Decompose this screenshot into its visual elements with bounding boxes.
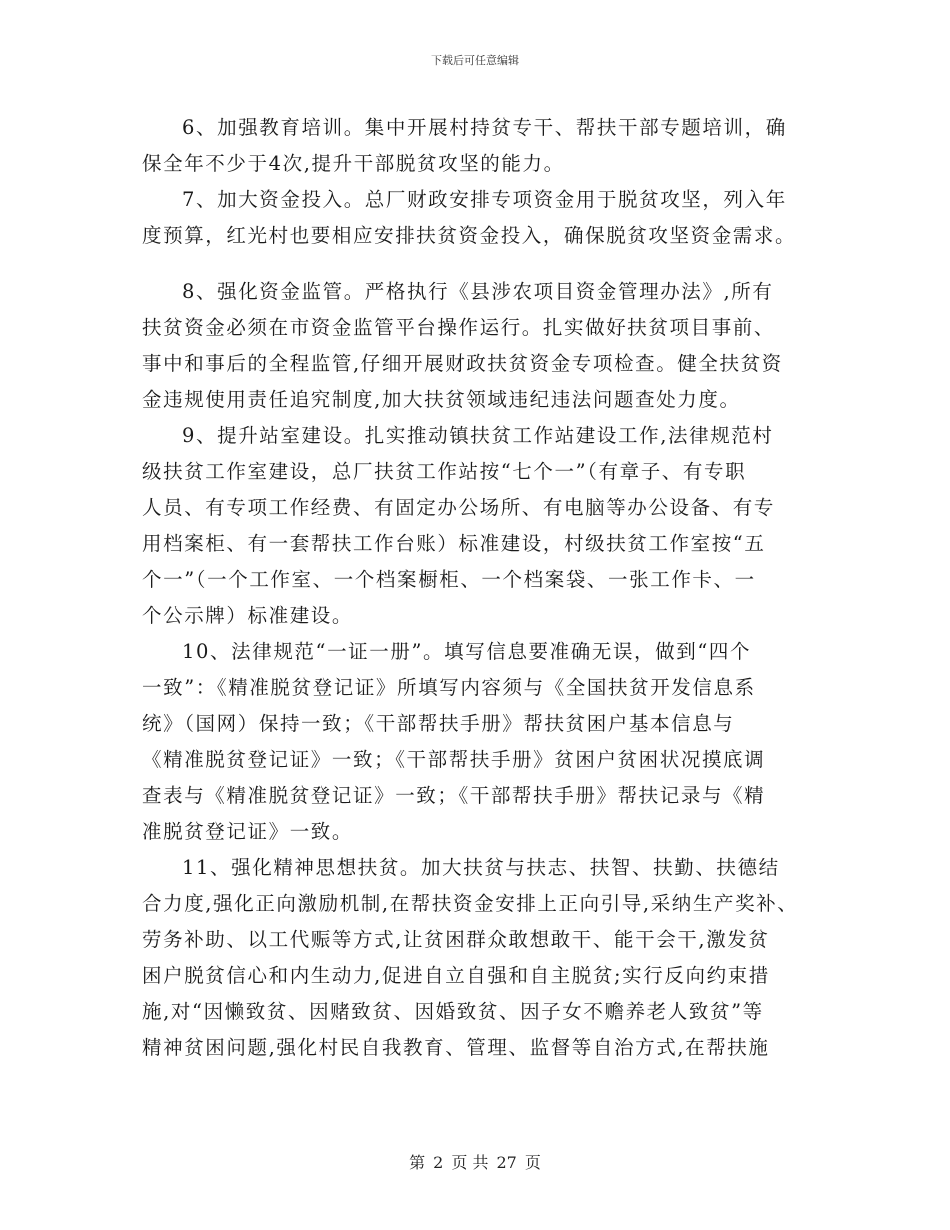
page-header: 下载后可任意编辑 xyxy=(431,54,519,67)
paragraph-8 xyxy=(142,274,812,418)
text-line: 10、法律规范“一证一册”。填写信息要准确无误，做到“四个 xyxy=(182,640,752,663)
text-line: 个公示牌）标准建设。 xyxy=(142,604,354,627)
text-line: 查表与《精准脱贫登记证》一致；《干部帮扶手册》帮扶记录与《精 xyxy=(142,784,766,807)
text-line: 个一”（一个工作室、一个档案橱柜、一个档案袋、一张工作卡、一 xyxy=(142,568,756,591)
text-line: 8、强化资金监管。严格执行《县涉农项目资金管理办法》,所有 xyxy=(182,280,774,303)
text-line: 级扶贫工作室建设，总厂扶贫工作站按“七个一”（有章子、有专职 xyxy=(142,460,747,483)
text-line: 合力度,强化正向激励机制,在帮扶资金安排上正向引导,采纳生产奖补、 xyxy=(142,892,799,915)
text-line: 《精准脱贫登记证》一致；《干部帮扶手册》贫困户贫困状况摸底调 xyxy=(142,748,766,771)
page-label-prefix: 第 xyxy=(409,1153,426,1172)
paragraph-10 xyxy=(142,634,812,850)
text-line: 劳务补助、以工代赈等方式,让贫困群众敢想敢干、能干会干,激发贫 xyxy=(142,928,770,951)
text-line: 一致”：《精准脱贫登记证》所填写内容须与《全国扶贫开发信息系 xyxy=(142,676,756,699)
document-body xyxy=(142,110,812,1066)
text-line: 度预算，红光村也要相应安排扶贫资金投入，确保脱贫攻坚资金需求。 xyxy=(142,224,797,247)
text-line: 事中和事后的全程监管,仔细开展财政扶贫资金专项检查。健全扶贫资 xyxy=(142,352,783,375)
text-line: 11、强化精神思想扶贫。加大扶贫与扶志、扶智、扶勤、扶德结 xyxy=(182,856,780,879)
text-line: 6、加强教育培训。集中开展村持贫专干、帮扶干部专题培训，确 xyxy=(182,116,787,139)
text-line: 9、提升站室建设。扎实推动镇扶贫工作站建设工作,法律规范村 xyxy=(182,424,774,447)
text-line: 统》（国网）保持一致；《干部帮扶手册》帮扶贫困户基本信息与 xyxy=(142,712,735,735)
paragraph-7 xyxy=(142,182,812,254)
paragraph-9 xyxy=(142,418,812,634)
text-line: 用档案柜、有一套帮扶工作台账）标准建设，村级扶贫工作室按“五 xyxy=(142,532,766,555)
page-number-current: 2 xyxy=(433,1153,444,1172)
text-line: 精神贫困问题,强化村民自我教育、管理、监督等自治方式,在帮扶施 xyxy=(142,1036,770,1059)
text-line: 施,对“因懒致贫、因赌致贫、因婚致贫、因子女不赡养老人致贫”等 xyxy=(142,1000,764,1023)
page-label-mid: 页 共 xyxy=(451,1153,489,1172)
paragraph-gap xyxy=(142,254,812,274)
text-line: 扶贫资金必须在市资金监管平台操作运行。扎实做好扶贫项目事前、 xyxy=(142,316,776,339)
text-line: 7、加大资金投入。总厂财政安排专项资金用于脱贫攻坚，列入年 xyxy=(182,188,787,211)
text-line: 人员、有专项工作经费、有固定办公场所、有电脑等办公设备、有专 xyxy=(142,496,776,519)
text-line: 保全年不少于4次,提升干部脱贫攻坚的能力。 xyxy=(142,152,565,175)
text-line: 困户脱贫信心和内生动力,促进自立自强和自主脱贫;实行反向约束措 xyxy=(142,964,770,987)
page-number-total: 27 xyxy=(496,1153,517,1172)
text-line: 准脱贫登记证》一致。 xyxy=(142,820,354,843)
page-label-suffix: 页 xyxy=(524,1153,541,1172)
page-footer xyxy=(0,1150,950,1173)
text-line: 金违规使用责任追究制度,加大扶贫领域违纪违法问题查处力度。 xyxy=(142,388,741,411)
paragraph-6 xyxy=(142,110,812,182)
paragraph-11 xyxy=(142,850,812,1066)
